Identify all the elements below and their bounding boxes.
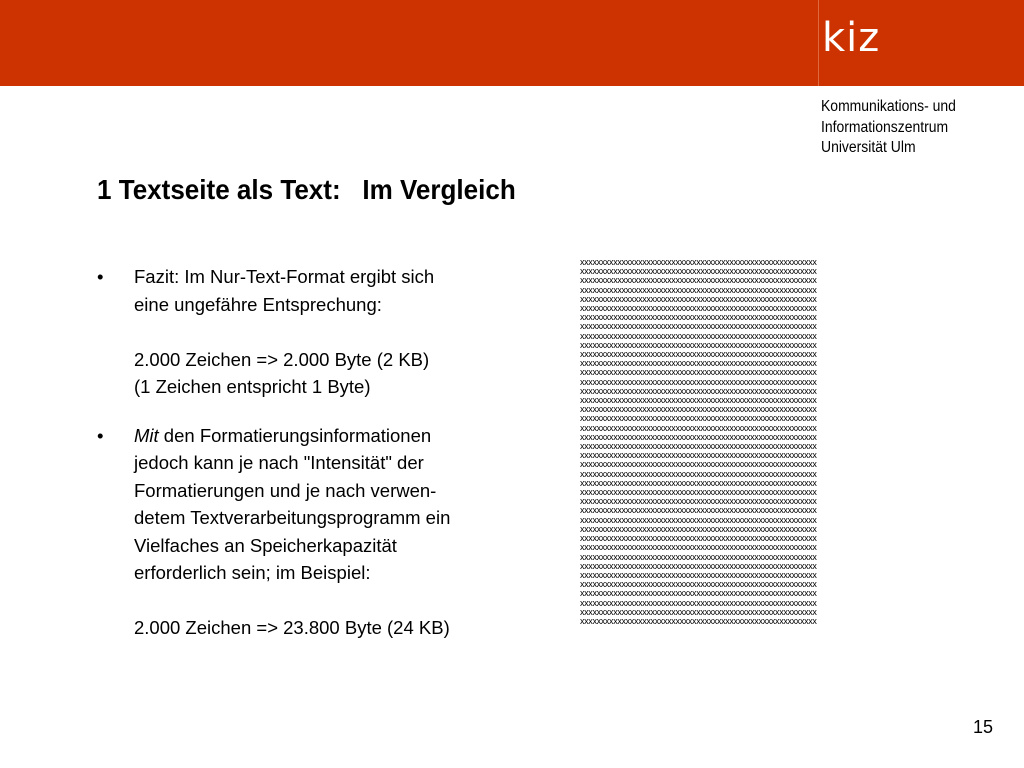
bullet-list <box>97 263 567 642</box>
org-line-2: Informationszentrum <box>821 118 949 136</box>
logo-separator <box>818 0 819 86</box>
x-row: xxxxxxxxxxxxxxxxxxxxxxxxxxxxxxxxxxxxxxxxxxxxxxxxxxxxxxxxx <box>580 303 817 314</box>
x-row: xxxxxxxxxxxxxxxxxxxxxxxxxxxxxxxxxxxxxxxxxxxxxxxxxxxxxxxxx <box>580 258 817 267</box>
bullet-1-line-1: Fazit: Im Nur-Text-Format ergibt sich <box>134 266 435 287</box>
x-row: xxxxxxxxxxxxxxxxxxxxxxxxxxxxxxxxxxxxxxxxxxxxxxxxxxxxxxxxx <box>580 459 817 470</box>
x-row: xxxxxxxxxxxxxxxxxxxxxxxxxxxxxxxxxxxxxxxxxxxxxxxxxxxxxxxxx <box>580 533 817 544</box>
bullet-2-line-3: Formatierungen und je nach verwen- <box>134 479 437 501</box>
bullet-2-line-5: Vielfaches an Speicherkapazität <box>134 534 397 556</box>
x-row: xxxxxxxxxxxxxxxxxxxxxxxxxxxxxxxxxxxxxxxxxxxxxxxxxxxxxxxxx <box>580 431 817 442</box>
x-row: xxxxxxxxxxxxxxxxxxxxxxxxxxxxxxxxxxxxxxxxxxxxxxxxxxxxxxxxx <box>580 413 817 424</box>
bullet-marker: • <box>97 266 104 287</box>
bullet-2-line-1 <box>134 422 567 450</box>
x-row: xxxxxxxxxxxxxxxxxxxxxxxxxxxxxxxxxxxxxxxxxxxxxxxxxxxxxxxxx <box>580 569 817 580</box>
x-row: xxxxxxxxxxxxxxxxxxxxxxxxxxxxxxxxxxxxxxxxxxxxxxxxxxxxxxxxx <box>580 266 817 277</box>
x-row: xxxxxxxxxxxxxxxxxxxxxxxxxxxxxxxxxxxxxxxxxxxxxxxxxxxxxxxxx <box>580 450 817 461</box>
x-row: xxxxxxxxxxxxxxxxxxxxxxxxxxxxxxxxxxxxxxxxxxxxxxxxxxxxxxxxx <box>580 487 817 498</box>
x-row: xxxxxxxxxxxxxxxxxxxxxxxxxxxxxxxxxxxxxxxxxxxxxxxxxxxxxxxxx <box>580 395 817 406</box>
x-row: xxxxxxxxxxxxxxxxxxxxxxxxxxxxxxxxxxxxxxxxxxxxxxxxxxxxxxxxx <box>580 376 817 387</box>
x-row: xxxxxxxxxxxxxxxxxxxxxxxxxxxxxxxxxxxxxxxxxxxxxxxxxxxxxxxxx <box>580 615 817 626</box>
x-row: xxxxxxxxxxxxxxxxxxxxxxxxxxxxxxxxxxxxxxxxxxxxxxxxxxxxxxxxx <box>580 560 817 571</box>
italic-mit: Mit <box>134 424 159 446</box>
x-row: xxxxxxxxxxxxxxxxxxxxxxxxxxxxxxxxxxxxxxxxxxxxxxxxxxxxxxxxx <box>580 330 817 341</box>
x-row: xxxxxxxxxxxxxxxxxxxxxxxxxxxxxxxxxxxxxxxxxxxxxxxxxxxxxxxxx <box>580 312 817 323</box>
x-row: xxxxxxxxxxxxxxxxxxxxxxxxxxxxxxxxxxxxxxxxxxxxxxxxxxxxxxxxx <box>580 542 817 553</box>
bullet-1-line-2: eine ungefähre Entsprechung: <box>134 293 382 315</box>
x-row: xxxxxxxxxxxxxxxxxxxxxxxxxxxxxxxxxxxxxxxxxxxxxxxxxxxxxxxxx <box>580 422 817 433</box>
x-row: xxxxxxxxxxxxxxxxxxxxxxxxxxxxxxxxxxxxxxxxxxxxxxxxxxxxxxxxx <box>580 358 817 369</box>
x-row: xxxxxxxxxxxxxxxxxxxxxxxxxxxxxxxxxxxxxxxxxxxxxxxxxxxxxxxxx <box>580 468 817 479</box>
bullet-item-2 <box>97 422 567 642</box>
org-line-3: Universität Ulm <box>821 139 916 156</box>
page-number: 15 <box>972 717 993 737</box>
x-row: xxxxxxxxxxxxxxxxxxxxxxxxxxxxxxxxxxxxxxxxxxxxxxxxxxxxxxxxx <box>580 579 817 590</box>
x-row: xxxxxxxxxxxxxxxxxxxxxxxxxxxxxxxxxxxxxxxxxxxxxxxxxxxxxxxxx <box>580 514 817 525</box>
bullet-2-line-2: jedoch kann je nach "Intensität" der <box>134 452 424 473</box>
x-row: xxxxxxxxxxxxxxxxxxxxxxxxxxxxxxxxxxxxxxxxxxxxxxxxxxxxxxxxx <box>580 496 817 507</box>
x-row: xxxxxxxxxxxxxxxxxxxxxxxxxxxxxxxxxxxxxxxxxxxxxxxxxxxxxxxxx <box>580 477 817 488</box>
organization-name <box>821 97 1001 159</box>
bullet-2-line-1-rest: den Formatierungsinformationen <box>158 424 432 446</box>
bullet-1-example-line-1: 2.000 Zeichen => 2.000 Byte (2 KB) <box>134 348 430 370</box>
x-row: xxxxxxxxxxxxxxxxxxxxxxxxxxxxxxxxxxxxxxxxxxxxxxxxxxxxxxxxx <box>580 597 817 608</box>
bullet-2-line-6: erforderlich sein; im Beispiel: <box>134 562 371 583</box>
slide-title: 1 Textseite als Text: Im Vergleich <box>97 174 516 205</box>
bullet-marker: • <box>97 424 104 446</box>
x-row: xxxxxxxxxxxxxxxxxxxxxxxxxxxxxxxxxxxxxxxxxxxxxxxxxxxxxxxxx <box>580 404 817 415</box>
kiz-logo: kiz <box>822 15 881 61</box>
x-row: xxxxxxxxxxxxxxxxxxxxxxxxxxxxxxxxxxxxxxxxxxxxxxxxxxxxxxxxx <box>580 588 817 599</box>
x-row: xxxxxxxxxxxxxxxxxxxxxxxxxxxxxxxxxxxxxxxxxxxxxxxxxxxxxxxxx <box>580 441 817 452</box>
bullet-2-line-4: detem Textverarbeitungsprogramm ein <box>134 507 451 528</box>
x-row: xxxxxxxxxxxxxxxxxxxxxxxxxxxxxxxxxxxxxxxxxxxxxxxxxxxxxxxxx <box>580 523 817 534</box>
x-row: xxxxxxxxxxxxxxxxxxxxxxxxxxxxxxxxxxxxxxxxxxxxxxxxxxxxxxxxx <box>580 606 817 617</box>
x-row: xxxxxxxxxxxxxxxxxxxxxxxxxxxxxxxxxxxxxxxxxxxxxxxxxxxxxxxxx <box>580 321 817 332</box>
x-row: xxxxxxxxxxxxxxxxxxxxxxxxxxxxxxxxxxxxxxxxxxxxxxxxxxxxxxxxx <box>580 505 817 516</box>
x-row: xxxxxxxxxxxxxxxxxxxxxxxxxxxxxxxxxxxxxxxxxxxxxxxxxxxxxxxxx <box>580 275 817 286</box>
bullet-2-example: 2.000 Zeichen => 23.800 Byte (24 KB) <box>134 617 450 638</box>
x-row: xxxxxxxxxxxxxxxxxxxxxxxxxxxxxxxxxxxxxxxxxxxxxxxxxxxxxxxxx <box>580 385 817 396</box>
x-row: xxxxxxxxxxxxxxxxxxxxxxxxxxxxxxxxxxxxxxxxxxxxxxxxxxxxxxxxx <box>580 293 817 304</box>
x-row: xxxxxxxxxxxxxxxxxxxxxxxxxxxxxxxxxxxxxxxxxxxxxxxxxxxxxxxxx <box>580 367 817 378</box>
org-line-1: Kommunikations- und <box>821 98 956 115</box>
bullet-item-1 <box>97 263 567 401</box>
bullet-1-example-line-2: (1 Zeichen entspricht 1 Byte) <box>134 376 371 397</box>
x-row: xxxxxxxxxxxxxxxxxxxxxxxxxxxxxxxxxxxxxxxxxxxxxxxxxxxxxxxxx <box>580 349 817 360</box>
x-row: xxxxxxxxxxxxxxxxxxxxxxxxxxxxxxxxxxxxxxxxxxxxxxxxxxxxxxxxx <box>580 551 817 562</box>
x-character-block <box>580 258 898 628</box>
x-row: xxxxxxxxxxxxxxxxxxxxxxxxxxxxxxxxxxxxxxxxxxxxxxxxxxxxxxxxx <box>580 284 817 295</box>
x-row: xxxxxxxxxxxxxxxxxxxxxxxxxxxxxxxxxxxxxxxxxxxxxxxxxxxxxxxxx <box>580 339 817 350</box>
